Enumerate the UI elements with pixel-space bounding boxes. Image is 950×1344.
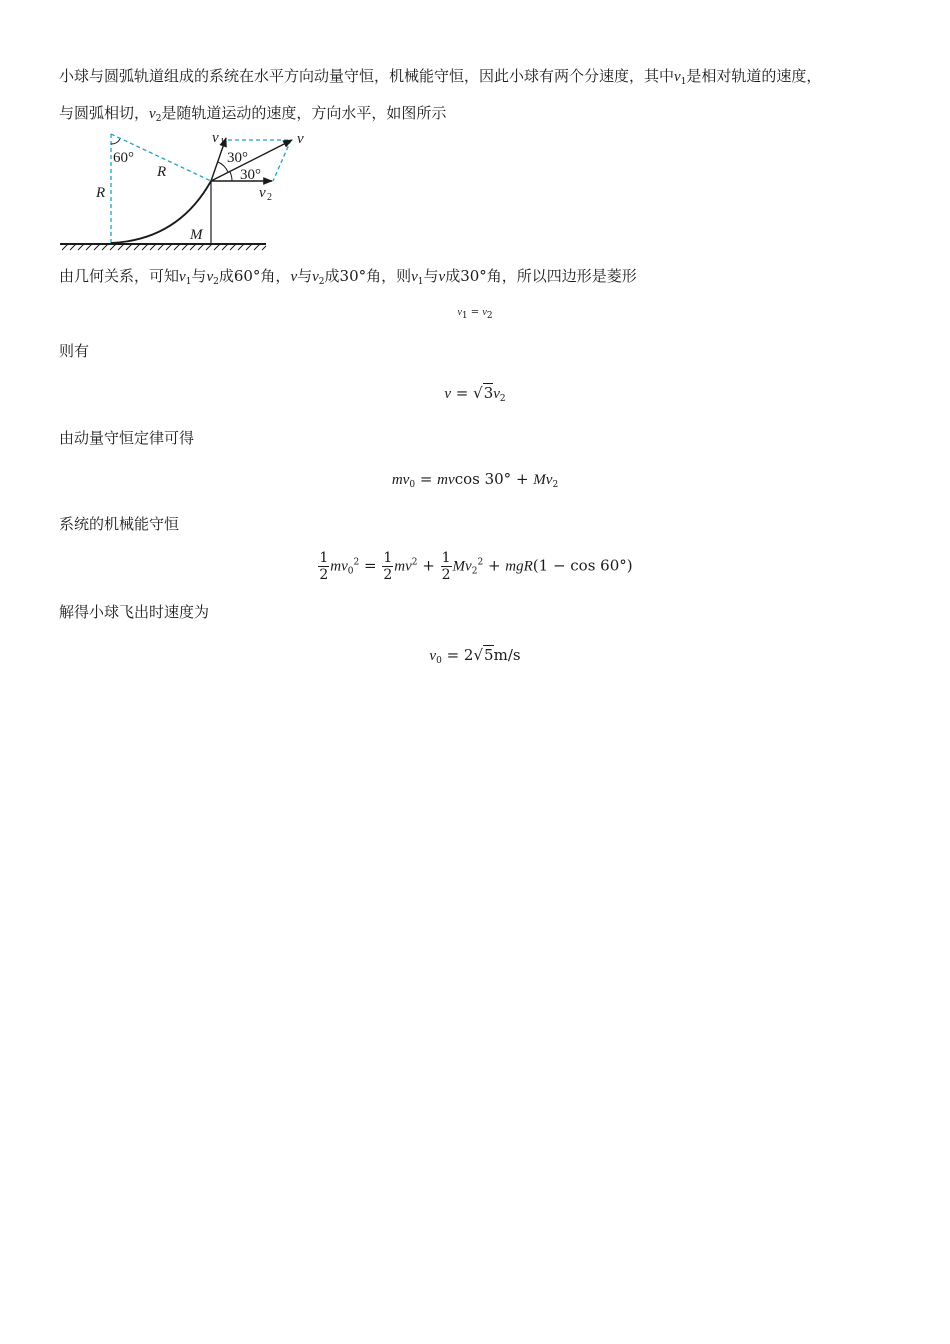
fraction-half: $\frac{1}{2}$ xyxy=(441,550,451,583)
paragraph-solution: 解得小球飞出时速度为 xyxy=(59,603,210,621)
paragraph-momentum: 由动量守恒定律可得 xyxy=(59,429,195,447)
radical-sign: √ xyxy=(473,384,483,402)
radius-vertical-label: R xyxy=(96,185,106,201)
equation-result: $v_0 = 2√5m/s$ xyxy=(429,646,521,666)
mass-label: M xyxy=(190,227,203,243)
equation-energy: $\frac{1}{2}$ $mv_0^2$ = $\frac{1}{2}$ $mv^2$ + $\frac{1}{2}$ $Mv_2^2 + mgR(1 - \cos 60^\circ)$ xyxy=(319,550,633,583)
paragraph-intro-line1: 小球与圆弧轨道组成的系统在水平方向动量守恒，机械能守恒，因此小球有两个分速度，其中$v_1$是相对轨道的速度， xyxy=(59,67,822,87)
equation-momentum: $mv_0 = mvcos$ $30^\circ + Mv_2$ xyxy=(391,470,559,490)
angle-30-top-label: 30° xyxy=(227,150,248,166)
angle-30-bottom-label: 30° xyxy=(240,167,261,183)
angle-30-bottom-arc xyxy=(230,172,232,181)
paragraph-intro-line2: 与圆弧相切，$v_2$是随轨道运动的速度，方向水平，如图所示 xyxy=(59,104,447,124)
v-label: v xyxy=(297,131,304,147)
equation-v1-equals-v2: $v_1 = v_2$ xyxy=(457,307,493,321)
radius-slant-label: R xyxy=(157,164,167,180)
v2-label: v xyxy=(259,185,266,201)
paragraph-geometry: 由几何关系，可知$v_1$与$v_2$成60°角，v与$v_2$成30°角，则$v_1$与v成30°角，所以四边形是菱形 xyxy=(59,267,637,287)
fraction-half: $\frac{1}{2}$ xyxy=(383,550,393,583)
paragraph-then: 则有 xyxy=(59,342,90,360)
angle-60-label: 60° xyxy=(113,150,134,166)
radical-sign: √ xyxy=(473,646,484,664)
ground-hatching xyxy=(60,244,266,250)
v1-label-sub: 1 xyxy=(220,137,225,148)
v2-label-sub: 2 xyxy=(267,192,272,203)
equation-v-sqrt3-v2: $v = √3v_2$ xyxy=(444,384,506,404)
paragraph-energy: 系统的机械能守恒 xyxy=(59,515,180,533)
fraction-half: $\frac{1}{2}$ xyxy=(319,550,329,583)
v1-label: v xyxy=(212,130,219,146)
physics-diagram xyxy=(58,128,304,256)
angle-60-arc xyxy=(111,139,120,144)
